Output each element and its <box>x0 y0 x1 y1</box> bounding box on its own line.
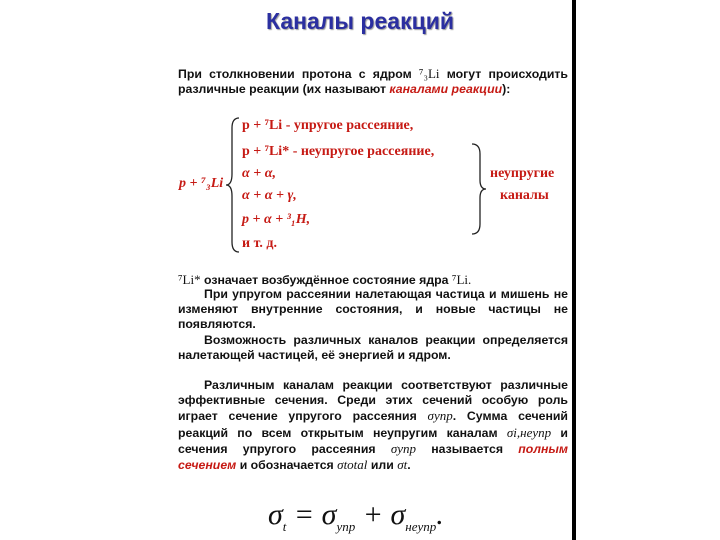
p4-sigma-elastic: σупр <box>427 408 453 424</box>
p4-sigma-elastic-2: σупр <box>390 440 416 456</box>
formula-lhs: σ <box>268 498 283 531</box>
p1-nuclide-1: ⁷Li* <box>178 272 201 287</box>
p1-text: означает возбуждённое состояние ядра <box>204 273 449 287</box>
p1-nuclide-2: ⁷Li. <box>451 272 472 287</box>
right-brace <box>470 142 488 236</box>
channel-6: и т. д. <box>242 236 277 251</box>
formula-end: . <box>436 498 444 531</box>
reaction-lhs: p + ⁷₃Li <box>179 176 224 191</box>
intro-nuclide: ⁷₃Li <box>418 66 440 81</box>
paragraph-cross-sections <box>178 378 568 473</box>
formula-plus: + σ <box>355 498 406 531</box>
right-border <box>572 0 576 540</box>
formula-eq: = σ <box>286 498 337 531</box>
p4-sigma-t: σt <box>397 457 408 473</box>
channel-4: α + α + γ, <box>242 188 297 203</box>
intro-paragraph <box>178 66 568 97</box>
p4-text-4: называется <box>431 441 504 456</box>
left-brace <box>225 116 241 254</box>
paragraph-elastic: При упругом рассеянии налетающая частица и мишень не изменяют внутренние состояния, и новые частицы не появляются. <box>178 287 568 332</box>
p4-sigma-inelastic: σi,неупр <box>506 424 552 440</box>
p4-sigma-total: σtotal <box>337 457 368 473</box>
formula-sub-inelastic: неупр <box>405 519 437 534</box>
intro-text-1: При столкновении протона с ядром <box>178 67 412 81</box>
group-label-2: каналы <box>500 188 549 203</box>
page-title: Каналы реакций <box>266 8 454 34</box>
p4-text-3: и сечения упругого рассеяния <box>178 425 568 456</box>
channel-3: α + α, <box>242 166 276 181</box>
paragraph-excited <box>178 272 568 288</box>
formula-sub-elastic: упр <box>336 519 356 534</box>
p4-text-6: или <box>370 458 394 473</box>
formula-lhs-sub: t <box>282 519 287 534</box>
p4-text-7: . <box>407 458 411 473</box>
total-cross-section-formula <box>268 498 444 535</box>
group-label-1: неупругие <box>490 166 555 181</box>
channel-5: p + α + ³₁H, <box>242 212 311 227</box>
p4-text-2: . Сумма сечений реакций по всем открытым неупругим каналам <box>178 409 568 440</box>
p4-text-5: и обозначается <box>239 458 334 473</box>
intro-red-term: каналами реакции <box>389 82 503 97</box>
channel-1: p + ⁷Li - упругое рассеяние, <box>242 118 414 133</box>
intro-text-3: ): <box>502 82 511 97</box>
p4-red-term: полным сечением <box>178 441 568 473</box>
p4-text-1: Различным каналам реакции соответствуют различные эффективные сечения. Среди этих сечений особую роль играет сечение упругого рассеяния <box>178 378 568 424</box>
intro-text-2: могут происходить различные реакции (их называют <box>178 67 568 97</box>
channel-2: p + ⁷Li* - неупругое рассеяние, <box>242 144 435 159</box>
paragraph-channels: Возможность различных каналов реакции определяется налетающей частицей, её энергией и ядром. <box>178 333 568 363</box>
